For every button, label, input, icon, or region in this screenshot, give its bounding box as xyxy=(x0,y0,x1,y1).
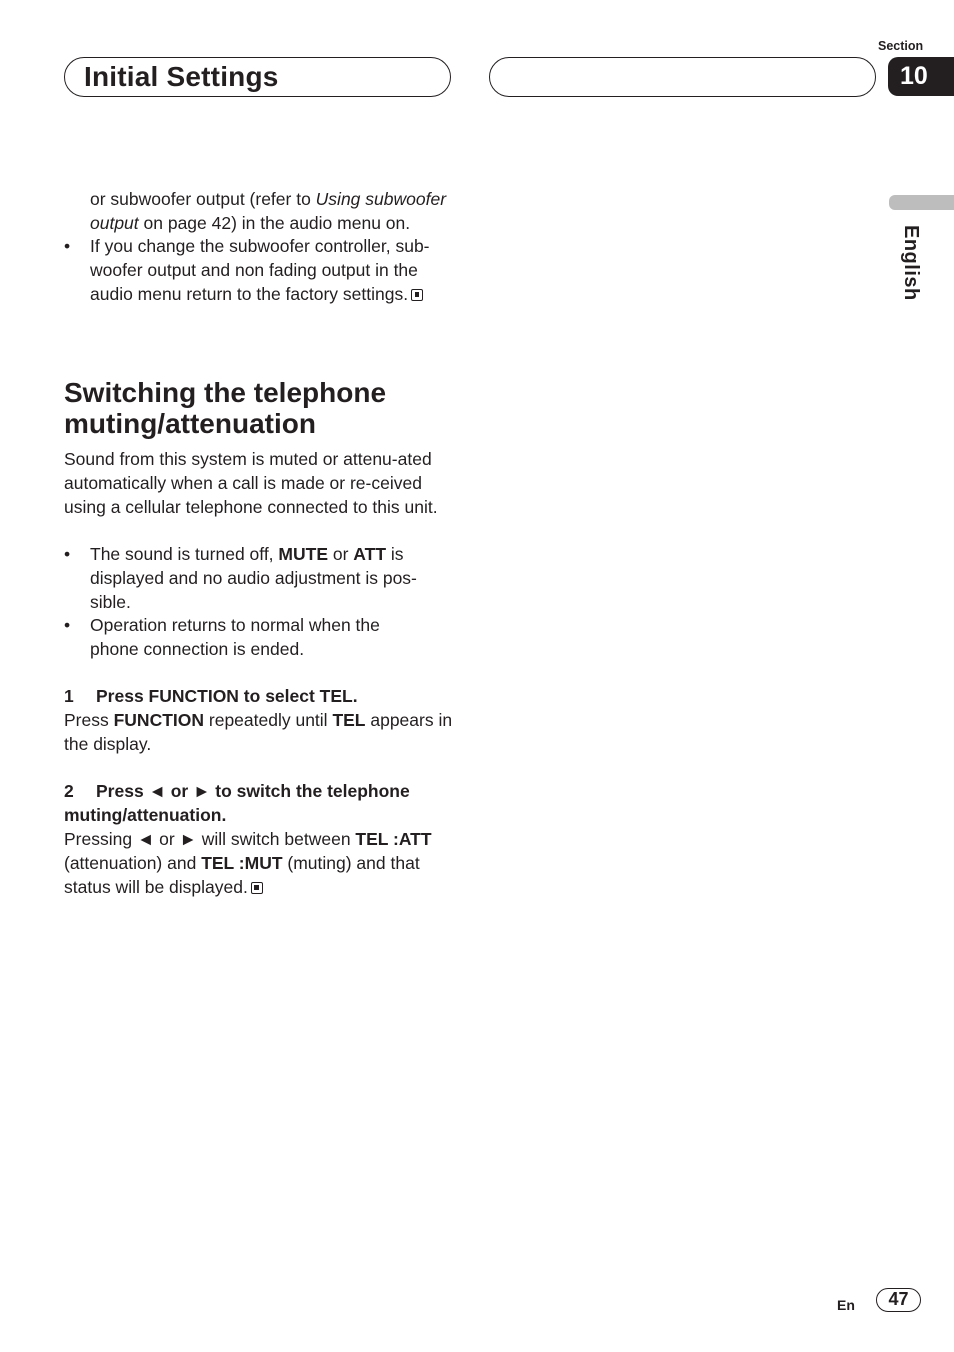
page-number: 47 xyxy=(876,1288,921,1312)
language-tab-label: English xyxy=(900,225,922,301)
step-1-heading: 1 Press FUNCTION to select TEL. xyxy=(64,686,358,706)
bullet-dot: • xyxy=(64,544,71,564)
step-2-body: Pressing ◄ or ► will switch between TEL :ATT (attenuation) and TEL :MUT (muting) and that status will be displayed. xyxy=(64,829,432,897)
intro-continuation: or subwoofer output (refer to Using subwoofer output on page 42) in the audio menu on. xyxy=(90,189,447,233)
bullet-dot: • xyxy=(64,615,71,635)
section-bullet-1: • The sound is turned off, MUTE or ATT is displayed and no audio adjustment is pos-sible. xyxy=(64,544,417,612)
intro-bullet: • If you change the subwoofer controller, sub-woofer output and non fading output in the audio menu return to the factory settings. xyxy=(64,236,430,304)
section-number-badge: 10 xyxy=(888,57,954,96)
section-bullet-2: • Operation returns to normal when the phone connection is ended. xyxy=(64,615,380,659)
bullet-dot: • xyxy=(64,236,71,256)
header-blank-frame xyxy=(489,57,876,97)
end-mark-icon xyxy=(411,289,423,301)
language-tab-marker xyxy=(889,195,954,210)
footer-language: En xyxy=(837,1297,855,1313)
section-paragraph: Sound from this system is muted or attenu-ated automatically when a call is made or re-ceived using a cellular telephone connected to this unit. xyxy=(64,449,438,517)
section-label: Section xyxy=(878,39,924,53)
page-title: Initial Settings xyxy=(84,61,279,92)
step-2-heading: 2 Press ◄ or ► to switch the telephone muting/attenuation. xyxy=(64,781,410,825)
section-heading: Switching the telephone muting/attenuation xyxy=(64,377,387,439)
end-mark-icon xyxy=(251,882,263,894)
step-1-body: Press FUNCTION repeatedly until TEL appears in the display. xyxy=(64,710,453,754)
